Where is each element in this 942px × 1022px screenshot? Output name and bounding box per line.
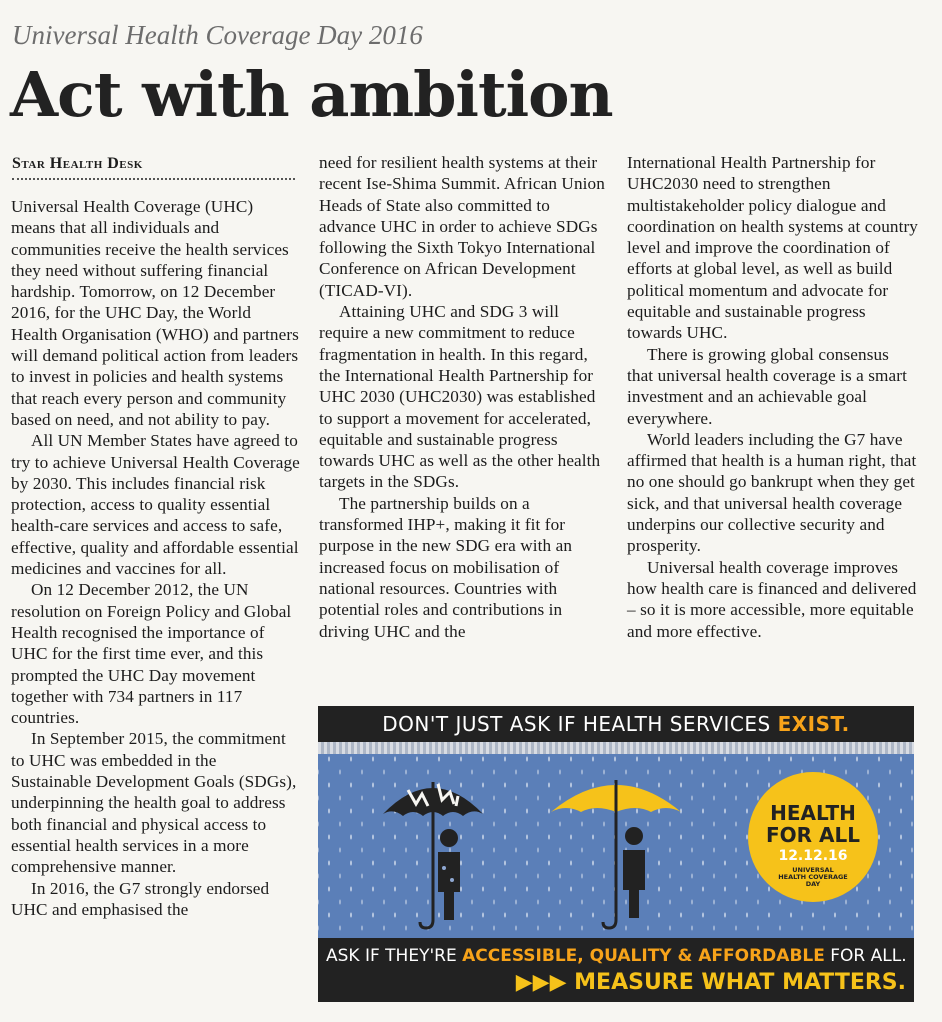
top-highlight: EXIST. <box>777 712 850 736</box>
health-for-all-badge <box>748 772 878 902</box>
paragraph: World leaders including the G7 have affirmed that health is a human right, that no one should go bankrupt when they get sick, and that universal health coverage underpins our collective security and prosperity. <box>627 429 917 556</box>
torn-umbrella-icon <box>378 772 488 932</box>
byline-divider <box>12 178 295 180</box>
paragraph: In 2016, the G7 strongly endorsed UHC and emphasised the <box>11 878 270 919</box>
paragraph: The partnership builds on a transformed IHP+, making it fit for purpose in the new SDG era with an increased focus on mobilisation of national resources. Countries with potential roles and contributions in driving UHC and the <box>319 493 573 641</box>
column-1 <box>11 196 301 920</box>
paragraph: Attaining UHC and SDG 3 will require a new commitment to reduce fragmentation in health. In this regard, the International Health Partnership for UHC 2030 (UHC2030) was established to support a movement for accelerated, equitable and sustainable progress towards UHC as well as the other health targets in the SDGs. <box>319 302 601 492</box>
paragraph: International Health Partnership for UHC2030 need to strengthen multistakeholder policy dialogue and coordination on health systems at country level and improve the coordination of efforts at global level, as well as build political momentum and advocate for equitable and sustainable progress towards UHC. <box>627 153 918 343</box>
paragraph: On 12 December 2012, the UN resolution on Foreign Policy and Global Health recognised the importance of UHC for the first time ever, and this prompted the UHC Day movement together with 734 partners in 117 countries. <box>11 580 292 728</box>
top-text: DON'T JUST ASK IF HEALTH SERVICES <box>382 712 771 736</box>
kicker: Universal Health Coverage Day 2016 <box>12 20 423 50</box>
paragraph: Universal Health Coverage (UHC) means that all individuals and communities receive the health services they need without suffering financial hardship. Tomorrow, on 12 December 2016, for the UHC Day, the World Health Organisation (WHO) and partners will demand political action from leaders to invest in policies and health systems that reach every person and community based on need, and not ability to pay. <box>11 197 299 429</box>
paragraph: In September 2015, the commitment to UHC was embedded in the Sustainable Development Goals (SDGs), underpinning the health goal to address both financial and physical access to essential health services in a more comprehensive manner. <box>11 729 297 877</box>
bottom-suffix: FOR ALL. <box>830 946 907 966</box>
umbrella-icon <box>546 772 686 932</box>
badge-line-2: FOR ALL <box>766 823 860 847</box>
paragraph: All UN Member States have agreed to try to achieve Universal Health Coverage by 2030. This includes financial risk protection, access to quality essential health-care services and access to safe, effective, quality and affordable essential medicines and vaccines for all. <box>11 431 300 579</box>
bottom-text <box>326 946 907 966</box>
infographic-bottom <box>318 938 914 1002</box>
bottom-highlight: ACCESSIBLE, QUALITY & AFFORDABLE <box>462 946 825 966</box>
badge-line-1: HEALTH <box>770 801 856 825</box>
column-2 <box>319 152 611 642</box>
headline: Act with ambition <box>10 58 613 131</box>
infographic-top-text <box>318 706 914 742</box>
paragraph: There is growing global consensus that universal health coverage is a smart investment and an achievable goal everywhere. <box>627 344 907 428</box>
badge-date: 12.12.16 <box>778 848 848 864</box>
paragraph: Universal health coverage improves how health care is financed and delivered – so it is more accessible, more equitable and more effective. <box>627 557 917 641</box>
rain-border <box>318 742 914 754</box>
paragraph: need for resilient health systems at their recent Ise-Shima Summit. African Union Heads of State also committed to advance UHC in order to achieve SDGs following the Sixth Tokyo International Conference on African Development (TICAD-VI). <box>319 153 605 300</box>
measure-cta: ▶▶▶ MEASURE WHAT MATTERS. <box>515 970 906 995</box>
column-3 <box>627 152 919 642</box>
badge-caption: UNIVERSAL HEALTH COVERAGE DAY <box>778 866 848 888</box>
infographic <box>318 706 914 1002</box>
bottom-prefix: ASK IF THEY'RE <box>326 946 457 966</box>
byline: Star Health Desk <box>12 155 143 172</box>
